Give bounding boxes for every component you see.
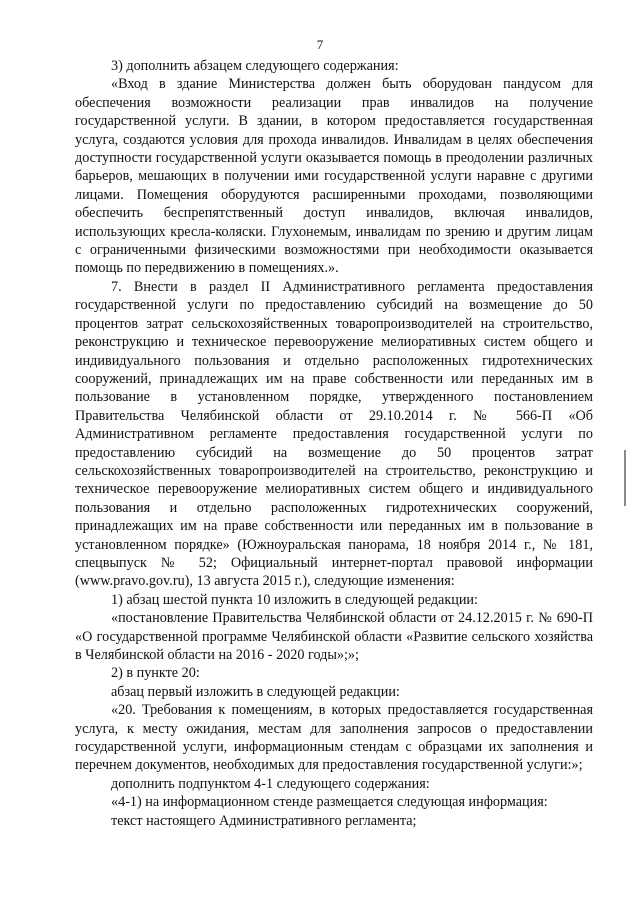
scan-edge-mark xyxy=(624,450,626,506)
paragraph-subitem-1: 1) абзац шестой пункта 10 изложить в следующей редакции: xyxy=(111,591,478,608)
paragraph-resolution-quote: «постановление Правительства Челябинской области от 24.12.2015 г. № 690-П «О государственной программе Челябинской области «Развитие сельского хозяйства в Челябинской области на 2016 - 2020 годы»;»; xyxy=(75,610,593,663)
paragraph-item-7: 7. Внести в раздел II Административного регламента предоставления государственной услуги по предоставлению субсидий на возмещение до 50 процентов затрат сельскохозяйственных товаропроизводителей на строительство, реконструкцию и техническое перевооружение мелиоративных систем общего и индивидуального пользования и отдельно расположенных гидротехнических сооружений, принадлежащих им на праве собственности или переданных им в пользование в установленном порядке, утвержденного постановлением Правительства Челябинской области от 29.10.2014 г. № 566-П «Об Административном регламенте предоставления государственной услуги по предоставлению субсидий на возмещение до 50 процентов затрат сельскохозяйственных товаропроизводителей на строительство, реконструкцию и техническое перевооружение мелиоративных систем общего и индивидуального пользования и отдельно расположенных гидротехнических сооружений, принадлежащих им на праве собственности или переданных им в пользование в установленном порядке» (Южноуральская панорама, 18 ноября 2014 г., № 181, спецвыпуск № 52; Официальный интернет-портал правовой информации (www.pravo.gov.ru), 13 августа 2015 г.), следующие изменения: xyxy=(75,278,593,590)
paragraph-regulation-text: текст настоящего Административного регламента; xyxy=(111,812,417,829)
document-body xyxy=(75,57,593,830)
paragraph-item-20-quote: «20. Требования к помещениям, в которых предоставляется государственная услуга, к месту ожидания, местам для заполнения запросов о предоставлении государственной услуги, информационным стендам с образцами их заполнения и перечнем документов, необходимых для предоставления государственной услуги:»; xyxy=(75,702,593,774)
paragraph-add-subitem: дополнить подпунктом 4-1 следующего содержания: xyxy=(111,775,430,792)
paragraph-subitem-2: 2) в пункте 20: xyxy=(111,665,200,682)
paragraph-first-abzac: абзац первый изложить в следующей редакции: xyxy=(111,683,400,700)
page-number: 7 xyxy=(316,37,324,52)
paragraph-subitem-4-1: «4-1) на информационном стенде размещается следующая информация: xyxy=(111,794,548,811)
paragraph-accessibility-quote: «Вход в здание Министерства должен быть оборудован пандусом для обеспечения возможности реализации прав инвалидов на получение государственной услуги. В здании, в котором предоставляется государственная услуга, создаются условия для прохода инвалидов. Инвалидам в целях обеспечения доступности государственной услуги оказывается помощь в преодолении различных барьеров, мешающих в получении ими государственной услуги наравне с другими лицами. Помещения оборудуются расширенными проходами, позволяющими обеспечить беспрепятственный доступ инвалидов, включая инвалидов, использующих кресла-коляски. Глухонемым, инвалидам по зрению и другим лицам с ограниченными физическими возможностями при необходимости оказывается помощь по передвижению в помещениях.». xyxy=(75,76,593,277)
paragraph-amendment-3: 3) дополнить абзацем следующего содержания: xyxy=(111,58,399,74)
